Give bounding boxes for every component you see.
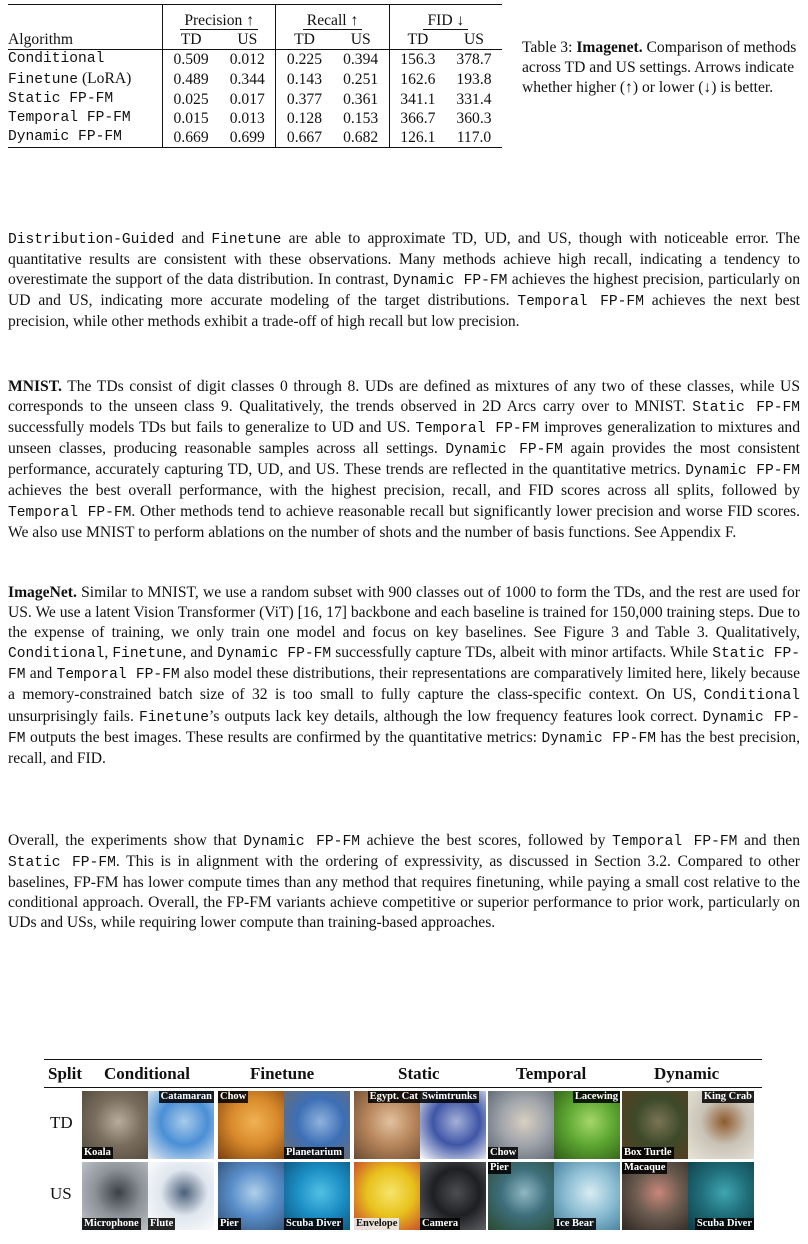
figure-row-us (44, 1162, 762, 1230)
paragraph-text: are able to approximate TD, UD, and US, though with noticeable error. The quantitative results are consistent with these observations. Many methods achieve high recall, indicating a tendency to overestimate the support of the data distribution. In contrast, (8, 230, 800, 289)
method-name: Distribution-Guided (8, 232, 175, 248)
figure-row-td (44, 1091, 762, 1159)
method-name: Finetune (112, 646, 183, 663)
sample-class-label: Scuba Diver (286, 1218, 342, 1229)
paragraph-overall (8, 831, 800, 933)
recall-header: Recall ↑ (276, 5, 389, 31)
algorithm-name: Conditional (8, 50, 163, 70)
sample-class-label: Flute (150, 1218, 174, 1229)
method-name: Dynamic FP-FM (8, 709, 800, 747)
cell: 378.7 (446, 50, 502, 70)
cell: 0.667 (276, 128, 333, 148)
td-subheader: TD (276, 30, 333, 50)
table-row (8, 90, 502, 109)
paragraph-text: and then (737, 832, 801, 849)
us-subheader: US (464, 31, 484, 48)
sample-image-camera (420, 1162, 486, 1230)
method-name: Dynamic FP-FM (243, 834, 360, 850)
cell: 0.013 (229, 110, 265, 127)
sample-image-catamaran (148, 1091, 214, 1159)
algorithm-name: Static FP-FM (8, 91, 114, 107)
paragraph-text: has the best precision, recall, and FID. (8, 728, 801, 767)
table-row (8, 50, 502, 70)
fid-header: FID ↓ (389, 5, 502, 31)
sample-image-scuba-diver (688, 1162, 754, 1230)
method-name: Finetune (211, 232, 282, 248)
algorithm-name: Dynamic FP-FM (8, 128, 163, 148)
sample-class-label: Koala (84, 1147, 111, 1158)
sample-class-label: Macaque (624, 1162, 666, 1173)
method-name: Conditional (8, 646, 105, 663)
row-label-us: US (50, 1184, 72, 1203)
cell: 0.153 (343, 110, 379, 127)
cell: 0.225 (276, 50, 333, 70)
us-subheader: US (350, 31, 371, 48)
sample-class-label: Lacewing (574, 1091, 618, 1102)
sample-class-label: Chow (490, 1147, 517, 1158)
cell: 0.682 (333, 128, 390, 148)
paragraph-text: successfully models TDs but fails to generalize to UD and US. (8, 419, 416, 437)
figure-3-sample-grid (44, 1059, 762, 1230)
sample-class-label: Box Turtle (624, 1147, 672, 1158)
cell: 126.1 (389, 128, 446, 148)
method-name: Finetune (138, 709, 209, 726)
method-name: Dynamic FP-FM (393, 273, 508, 290)
sample-class-label: Planetarium (286, 1147, 342, 1158)
method-name: Static FP-FM (8, 646, 801, 684)
cell: 156.3 (389, 50, 446, 70)
td-subheader: TD (163, 30, 220, 50)
cell: 0.489 (163, 69, 220, 90)
paragraph-heading: MNIST. (8, 378, 62, 395)
header-split: Split (48, 1064, 83, 1083)
cell: 0.509 (163, 50, 220, 70)
td-subheader: TD (389, 30, 446, 50)
sample-class-label: Pier (220, 1218, 239, 1229)
algorithm-name: Temporal FP-FM (8, 110, 131, 126)
paragraph-text: Overall, the experiments show that (8, 832, 244, 849)
method-name: Conditional (703, 688, 800, 705)
sample-image-lacewing (554, 1091, 620, 1159)
sample-class-label: King Crab (703, 1091, 752, 1102)
paragraph-text: also model these distributions, their representations are comparatively limited here, likely because a memory-constrained batch size of 32 is too small to fully capture the class-specific context. On US, (8, 665, 801, 704)
sample-image-scuba-diver (284, 1162, 350, 1230)
paragraph-text: outputs the best images. These results are confirmed by the quantitative metrics: (25, 728, 542, 746)
method-name: Static FP-FM (8, 855, 116, 872)
cell: 0.017 (229, 91, 265, 108)
sample-class-label: Envelope (356, 1218, 398, 1229)
sample-image-pier (488, 1162, 554, 1230)
table-row (8, 69, 502, 90)
cell: 0.699 (219, 128, 276, 148)
paragraph-text: unsurprisingly fails. (8, 707, 139, 725)
paragraph-imagenet (8, 583, 800, 769)
algorithm-header: Algorithm (8, 31, 73, 48)
sample-image-swimtrunks (420, 1091, 486, 1159)
sample-image-flute (148, 1162, 214, 1230)
paragraph-text: ’s outputs lack key details, although the low frequency features look correct. (209, 707, 703, 725)
method-name: Dynamic FP-FM (541, 730, 656, 747)
sample-image-koala (82, 1091, 148, 1159)
header-dynamic: Dynamic (654, 1064, 720, 1083)
table-3 (8, 4, 502, 148)
us-subheader: US (237, 31, 258, 48)
sample-image-king-crab (688, 1091, 754, 1159)
paragraph-text: , (104, 644, 113, 662)
cell: 341.1 (389, 90, 446, 109)
method-name: Temporal FP-FM (56, 667, 180, 684)
method-name: Dynamic FP-FM (685, 463, 800, 480)
cell: 0.344 (229, 71, 265, 88)
cell: 0.128 (276, 109, 333, 128)
header-conditional: Conditional (104, 1064, 190, 1083)
paragraph-text: The TDs consist of digit classes 0 through 8. UDs are defined as mixtures of any two of these classes, while US corresponds to the unseen class 9. Qualitatively, the trends observed in 2D Arcs carry over to MNIST. (8, 378, 800, 416)
sample-image-ice-bear (554, 1162, 620, 1230)
sample-class-label: Scuba Diver (696, 1218, 752, 1229)
sample-image-egypt-cat (354, 1091, 420, 1159)
cell: 117.0 (446, 128, 502, 148)
sample-image-chow (488, 1091, 554, 1159)
figure-header-row (44, 1060, 762, 1084)
sample-image-chow (218, 1091, 284, 1159)
table-row (8, 109, 502, 128)
method-name: Dynamic FP-FM (445, 442, 563, 459)
paragraph-heading: ImageNet. (8, 584, 77, 601)
method-name: Temporal FP-FM (415, 421, 540, 438)
cell: 0.143 (276, 69, 333, 90)
cell: 0.361 (343, 91, 379, 108)
method-name: Temporal FP-FM (612, 834, 738, 850)
paragraph-text: achieves the best overall performance, with the highest precision, recall, and FID scores across all splits, followed by (8, 482, 800, 500)
sample-class-label: Microphone (84, 1218, 139, 1229)
algorithm-name: Finetune (LoRA) (8, 70, 132, 88)
method-name: Temporal FP-FM (8, 504, 132, 521)
method-name: Dynamic FP-FM (217, 646, 332, 663)
precision-header: Precision ↑ (163, 5, 276, 31)
figure-header-rule (44, 1087, 762, 1088)
header-finetune: Finetune (250, 1064, 315, 1083)
paragraph-text: achieves the highest precision, particularly on UD and US, indicating more accurate modeling of the target distributions. (8, 271, 801, 310)
cell: 0.025 (163, 90, 220, 109)
cell: 0.394 (333, 50, 390, 70)
paragraph-text: , and (182, 644, 218, 662)
table-row (8, 128, 502, 148)
paragraph-text: achieves the next best precision, while other methods exhibit a trade-off of high recall but low precision. (8, 292, 800, 331)
cell: 0.669 (163, 128, 220, 148)
sample-class-label: Pier (490, 1162, 509, 1173)
sample-class-label: Egypt. Cat (369, 1091, 418, 1102)
paragraph-results-summary (8, 229, 800, 332)
paragraph-text: Similar to MNIST, we use a random subset with 900 classes out of 1000 to form the TDs, and the rest are used for US. We use a latent Vision Transformer (ViT) [16, 17] backbone and each baseline is trained for 150,000 training steps. Due to the expense of training, we only train one model and focus on key baselines. See Figure 3 and Table 3. Qualitatively, (8, 584, 800, 642)
sample-image-box-turtle (622, 1091, 688, 1159)
cell: 360.3 (456, 110, 492, 127)
cell: 0.015 (163, 109, 220, 128)
paragraph-text: achieve the best scores, followed by (359, 832, 613, 849)
paragraph-text: successfully capture TDs, albeit with minor artifacts. While (331, 644, 713, 662)
header-temporal: Temporal (516, 1064, 587, 1083)
method-name: Static FP-FM (692, 400, 801, 417)
cell: 0.012 (219, 50, 276, 70)
sample-image-envelope (354, 1162, 420, 1230)
cell: 162.6 (389, 69, 446, 90)
method-name: Temporal FP-FM (517, 294, 644, 311)
header-static: Static (398, 1064, 440, 1083)
sample-image-pier (218, 1162, 284, 1230)
sample-class-label: Camera (422, 1218, 459, 1229)
paragraph-text: again provides the most consistent performance, accurately capturing TD, UD, and US. These trends are reflected in the quantitative metrics. (8, 440, 800, 479)
paragraph-mnist (8, 377, 800, 543)
cell: 193.8 (456, 71, 492, 88)
cell: 0.251 (343, 71, 379, 88)
sample-class-label: Chow (220, 1091, 247, 1102)
cell: 0.377 (276, 90, 333, 109)
row-label-td: TD (50, 1113, 73, 1132)
sample-class-label: Swimtrunks (422, 1091, 477, 1102)
sample-class-label: Ice Bear (556, 1218, 594, 1229)
cell: 366.7 (389, 109, 446, 128)
results-table (8, 4, 502, 148)
paragraph-text: and (174, 230, 212, 247)
sample-image-planetarium (284, 1091, 350, 1159)
sample-image-microphone (82, 1162, 148, 1230)
paragraph-text: and (25, 665, 57, 683)
paragraph-text: improves generalization to mixtures and unseen classes, producing reasonable samples across all settings. (8, 419, 800, 458)
sample-image-macaque (622, 1162, 688, 1230)
paragraph-text: . This is in alignment with the ordering of expressivity, as discussed in Section 3.2. Compared to other baselines, FP-FM has lower compute times than any method that requires finetuning, while paying a small cost relative to the conditional approach. Overall, the FP-FM variants achieve competitive or superior performance to prior work, particularly on UDs and USs, while requiring lower compute than training-based approaches. (8, 853, 800, 932)
cell: 331.4 (456, 91, 492, 108)
table-caption: Table 3: Imagenet. Comparison of methods across TD and US settings. Arrows indicate whether higher (↑) or lower (↓) is better. (522, 39, 797, 96)
paragraph-text: . Other methods tend to achieve reasonable recall but significantly lower precision and worse FID scores. We also use MNIST to perform ablations on the number of shots and the number of basis functions. See Appendix F. (8, 502, 800, 541)
sample-class-label: Catamaran (160, 1091, 212, 1102)
